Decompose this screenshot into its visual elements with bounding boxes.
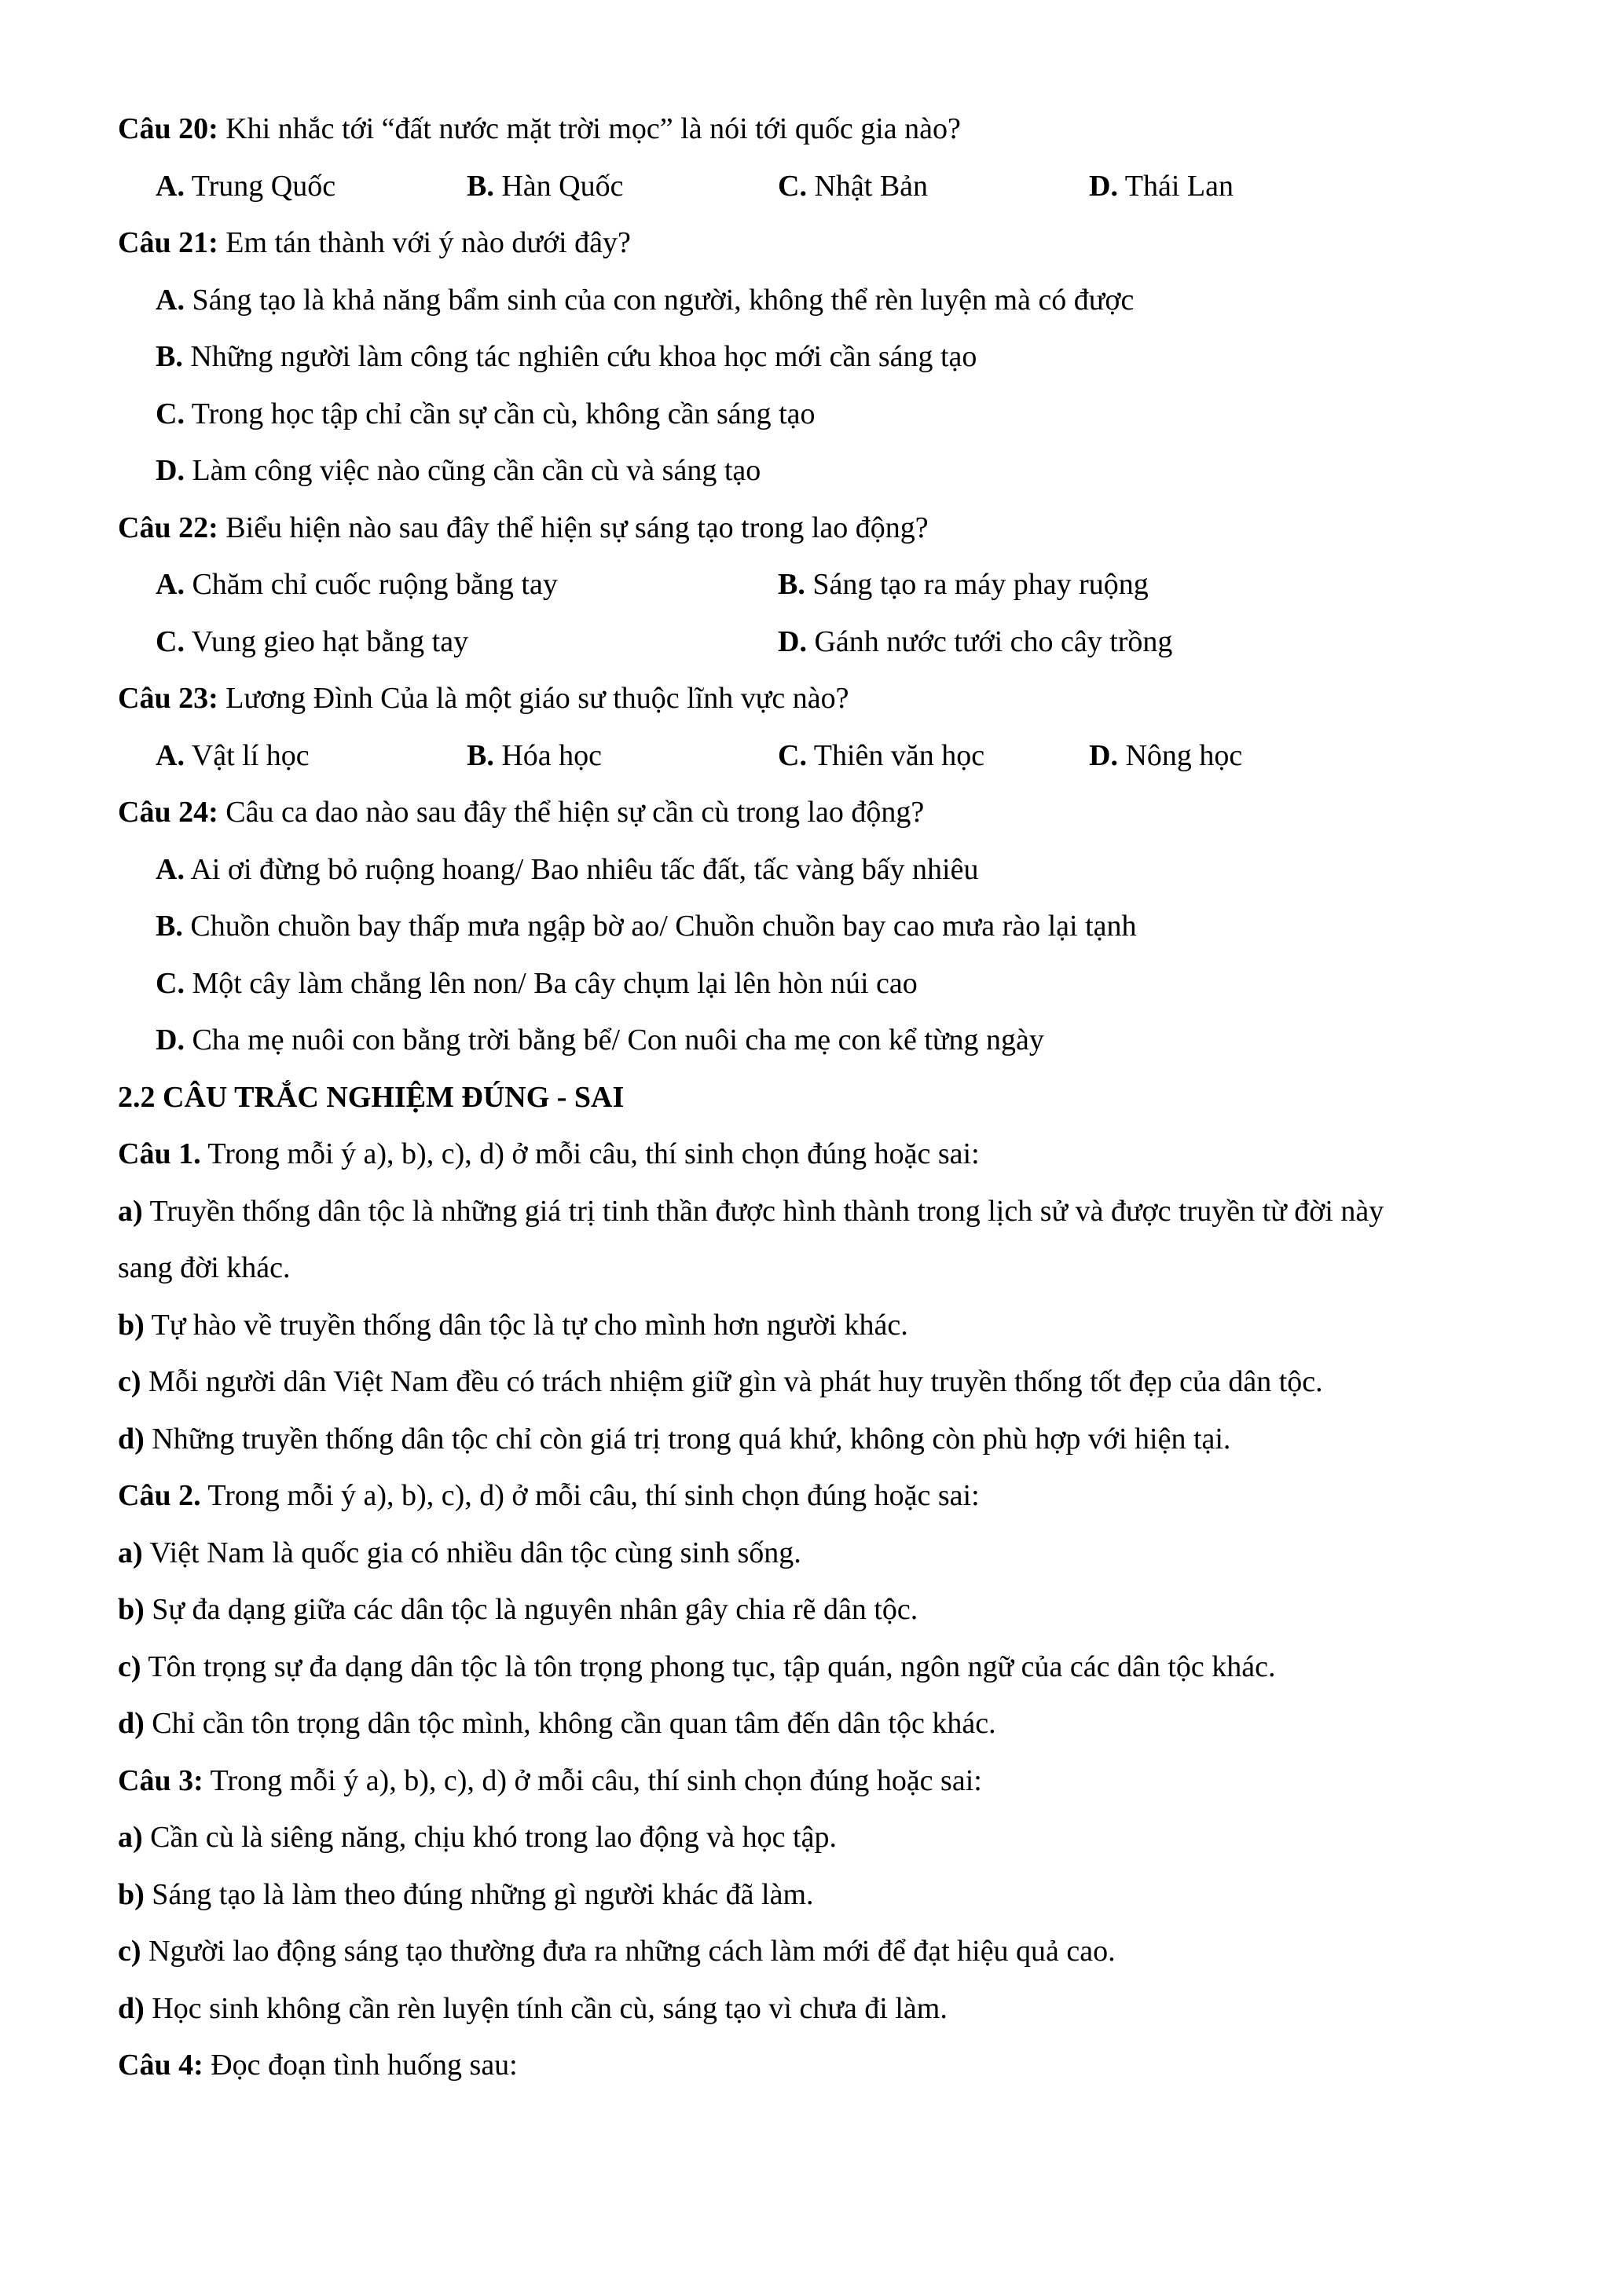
- question-24: [118, 793, 1532, 851]
- option-text: Cha mẹ nuôi con bằng trời bằng bể/ Con nuôi cha mẹ con kể từng ngày: [184, 1023, 1044, 1056]
- statement-label: a): [118, 1194, 143, 1228]
- option-text: Chuồn chuồn bay thấp mưa ngập bờ ao/ Chuồn chuồn bay cao mưa rào lại tạnh: [182, 910, 1137, 943]
- options-row: [118, 566, 1532, 623]
- options-row: [118, 167, 1532, 225]
- option-label: D.: [1089, 169, 1118, 203]
- option-text: Chăm chỉ cuốc ruộng bằng tay: [184, 568, 558, 601]
- statement-label: d): [118, 1422, 145, 1456]
- question-20: [118, 110, 1532, 167]
- statement-text: Những truyền thống dân tộc chỉ còn giá trị trong quá khứ, không còn phù hợp với hiện tại.: [144, 1422, 1231, 1456]
- option-c: [156, 623, 778, 680]
- option-label: A.: [156, 283, 185, 317]
- option-label: D.: [156, 1023, 185, 1056]
- statement-d: [118, 1990, 1532, 2047]
- option-a: [156, 737, 467, 794]
- question-text: Trong mỗi ý a), b), c), d) ở mỗi câu, thí sinh chọn đúng hoặc sai:: [203, 1763, 982, 1797]
- option-text: Trong học tập chỉ cần sự cần cù, không cần sáng tạo: [184, 397, 816, 430]
- question-number: Câu 23:: [118, 682, 218, 715]
- tf-question-2: [118, 1477, 1532, 1534]
- tf-question-4: [118, 2046, 1532, 2104]
- option-label: B.: [778, 568, 805, 601]
- question-number: Câu 3:: [118, 1763, 203, 1797]
- statement-a: [118, 1192, 1532, 1250]
- option-b: [118, 338, 1532, 395]
- question-text: Biểu hiện nào sau đây thể hiện sự sáng tạo trong lao động?: [218, 511, 929, 544]
- option-label: B.: [467, 169, 494, 203]
- document-page: [118, 110, 1532, 2104]
- statement-d: [118, 1420, 1532, 1478]
- question-number: Câu 24:: [118, 796, 218, 829]
- statement-text: Cần cù là siêng năng, chịu khó trong lao động và học tập.: [142, 1821, 837, 1854]
- question-text: Lương Đình Của là một giáo sư thuộc lĩnh vực nào?: [218, 682, 849, 715]
- question-number: Câu 22:: [118, 511, 218, 544]
- option-text: Trung Quốc: [184, 169, 336, 203]
- option-label: C.: [156, 397, 185, 430]
- option-label: D.: [778, 624, 807, 658]
- option-d: [778, 623, 1400, 680]
- option-a: [118, 281, 1532, 339]
- statement-text: Người lao động sáng tạo thường đưa ra những cách làm mới để đạt hiệu quả cao.: [141, 1935, 1116, 1968]
- option-text: Nhật Bản: [806, 169, 929, 203]
- option-text: Vật lí học: [184, 738, 310, 772]
- option-b: [467, 737, 778, 794]
- option-label: A.: [156, 568, 185, 601]
- question-text: Câu ca dao nào sau đây thể hiện sự cần cù trong lao động?: [218, 796, 925, 829]
- option-label: C.: [156, 624, 185, 658]
- option-label: B.: [156, 910, 183, 943]
- option-d: [1089, 167, 1400, 225]
- question-text: Khi nhắc tới “đất nước mặt trời mọc” là nói tới quốc gia nào?: [218, 112, 961, 145]
- statement-label: c): [118, 1365, 141, 1398]
- option-c: [118, 965, 1532, 1022]
- question-21: [118, 224, 1532, 281]
- option-text: Một cây làm chẳng lên non/ Ba cây chụm lại lên hòn núi cao: [184, 966, 918, 1000]
- option-label: C.: [778, 169, 807, 203]
- statement-c: [118, 1932, 1532, 1990]
- statement-text: Học sinh không cần rèn luyện tính cần cù, sáng tạo vì chưa đi làm.: [144, 1991, 948, 2025]
- option-b: [118, 907, 1532, 965]
- statement-label: c): [118, 1935, 141, 1968]
- statement-label: b): [118, 1877, 145, 1911]
- option-text: Thái Lan: [1117, 169, 1234, 203]
- section-title-text: 2.2 CÂU TRẮC NGHIỆM ĐÚNG - SAI: [118, 1080, 625, 1114]
- option-d: [118, 1021, 1532, 1078]
- statement-text: sang đời khác.: [118, 1251, 291, 1284]
- tf-question-1: [118, 1135, 1532, 1192]
- option-label: C.: [156, 966, 185, 1000]
- question-text: Trong mỗi ý a), b), c), d) ở mỗi câu, thí sinh chọn đúng hoặc sai:: [200, 1137, 980, 1170]
- option-c: [778, 737, 1089, 794]
- question-number: Câu 21:: [118, 226, 218, 259]
- option-label: A.: [156, 738, 185, 772]
- option-label: B.: [467, 738, 494, 772]
- option-label: A.: [156, 852, 185, 886]
- question-number: Câu 20:: [118, 112, 218, 145]
- option-text: Nông học: [1117, 738, 1243, 772]
- option-text: Thiên văn học: [806, 738, 985, 772]
- question-text: Đọc đoạn tình huống sau:: [203, 2049, 518, 2082]
- option-a: [156, 167, 467, 225]
- question-22: [118, 509, 1532, 566]
- statement-d: [118, 1705, 1532, 1762]
- statement-label: a): [118, 1821, 143, 1854]
- option-label: B.: [156, 340, 183, 373]
- question-23: [118, 679, 1532, 737]
- statement-a: [118, 1534, 1532, 1591]
- statement-text: Tôn trọng sự đa dạng dân tộc là tôn trọng phong tục, tập quán, ngôn ngữ của các dân tộc khác.: [141, 1650, 1276, 1683]
- option-text: Những người làm công tác nghiên cứu khoa học mới cần sáng tạo: [182, 340, 977, 373]
- statement-text: Chỉ cần tôn trọng dân tộc mình, không cần quan tâm đến dân tộc khác.: [144, 1707, 996, 1740]
- statement-a-continued: [118, 1249, 1532, 1306]
- statement-b: [118, 1876, 1532, 1933]
- option-text: Vung gieo hạt bằng tay: [184, 624, 469, 658]
- question-text: Trong mỗi ý a), b), c), d) ở mỗi câu, thí sinh chọn đúng hoặc sai:: [200, 1479, 980, 1512]
- option-label: D.: [156, 454, 185, 487]
- option-label: A.: [156, 169, 185, 203]
- statement-text: Sáng tạo là làm theo đúng những gì người khác đã làm.: [144, 1877, 814, 1911]
- option-d: [118, 452, 1532, 509]
- option-text: Gánh nước tưới cho cây trồng: [806, 624, 1173, 658]
- statement-label: b): [118, 1308, 145, 1342]
- option-c: [778, 167, 1089, 225]
- option-b: [778, 566, 1400, 623]
- option-text: Làm công việc nào cũng cần cần cù và sáng tạo: [184, 454, 761, 487]
- tf-question-3: [118, 1762, 1532, 1819]
- statement-label: d): [118, 1991, 145, 2025]
- option-text: Sáng tạo ra máy phay ruộng: [805, 568, 1149, 601]
- option-text: Hóa học: [493, 738, 603, 772]
- question-text: Em tán thành với ý nào dưới đây?: [218, 226, 631, 259]
- option-b: [467, 167, 778, 225]
- statement-b: [118, 1306, 1532, 1364]
- option-a: [156, 566, 778, 623]
- statement-text: Việt Nam là quốc gia có nhiều dân tộc cùng sinh sống.: [142, 1536, 801, 1569]
- question-number: Câu 2.: [118, 1479, 201, 1512]
- statement-text: Truyền thống dân tộc là những giá trị tinh thần được hình thành trong lịch sử và được truyền từ đời này: [142, 1194, 1384, 1228]
- option-text: Ai ơi đừng bỏ ruộng hoang/ Bao nhiêu tấc đất, tấc vàng bấy nhiêu: [184, 852, 979, 886]
- option-label: C.: [778, 738, 807, 772]
- statement-c: [118, 1648, 1532, 1705]
- statement-text: Mỗi người dân Việt Nam đều có trách nhiệm giữ gìn và phát huy truyền thống tốt đẹp của dân tộc.: [141, 1365, 1323, 1398]
- statement-label: b): [118, 1593, 145, 1626]
- option-c: [118, 395, 1532, 452]
- option-label: D.: [1089, 738, 1118, 772]
- statement-label: d): [118, 1707, 145, 1740]
- statement-b: [118, 1591, 1532, 1648]
- section-title: [118, 1078, 1532, 1136]
- question-number: Câu 4:: [118, 2049, 203, 2082]
- statement-a: [118, 1818, 1532, 1876]
- statement-text: Sự đa dạng giữa các dân tộc là nguyên nhân gây chia rẽ dân tộc.: [144, 1593, 918, 1626]
- option-a: [118, 851, 1532, 908]
- option-text: Hàn Quốc: [493, 169, 624, 203]
- statement-label: a): [118, 1536, 143, 1569]
- question-number: Câu 1.: [118, 1137, 201, 1170]
- options-row: [118, 737, 1532, 794]
- options-row: [118, 623, 1532, 680]
- option-text: Sáng tạo là khả năng bẩm sinh của con người, không thể rèn luyện mà có được: [184, 283, 1135, 317]
- statement-text: Tự hào về truyền thống dân tộc là tự cho mình hơn người khác.: [144, 1308, 908, 1342]
- option-d: [1089, 737, 1400, 794]
- statement-c: [118, 1363, 1532, 1420]
- statement-label: c): [118, 1650, 141, 1683]
